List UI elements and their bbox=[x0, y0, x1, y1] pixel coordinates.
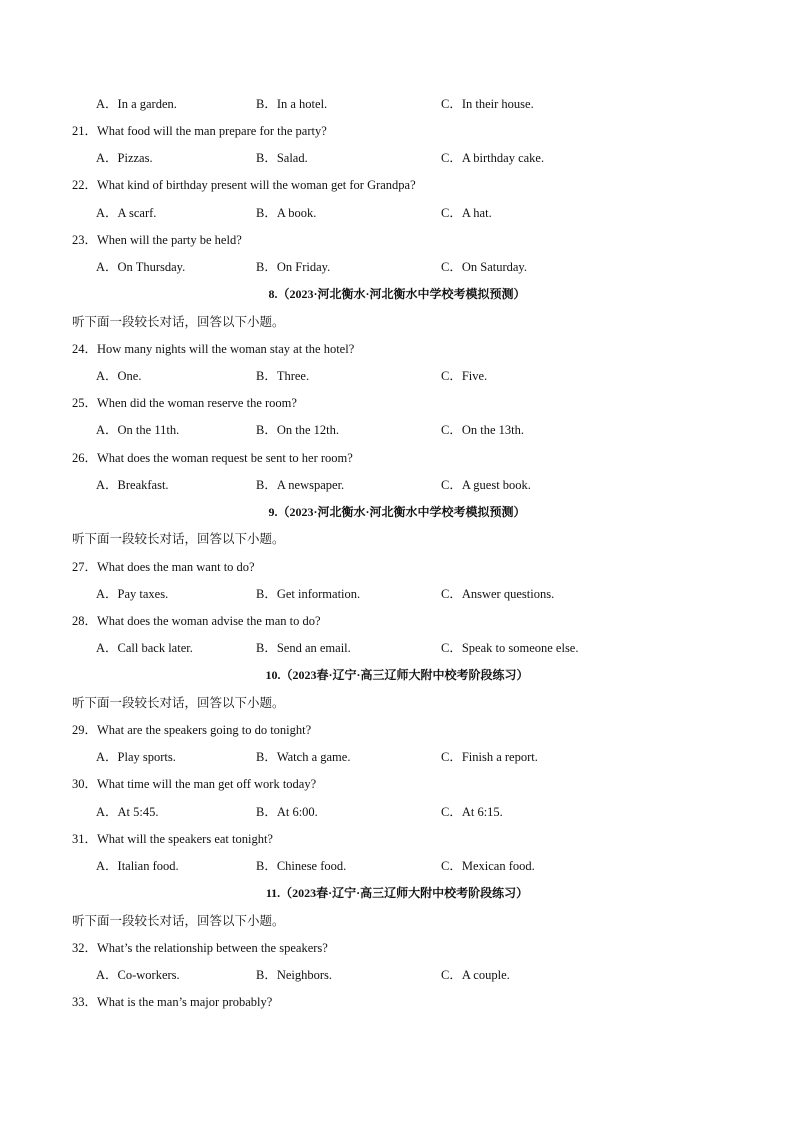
question-31: 31．What will the speakers eat tonight? bbox=[72, 832, 273, 846]
question-23: 23．When will the party be held? bbox=[72, 233, 242, 247]
option-c: C．On Saturday. bbox=[441, 260, 527, 274]
section-heading-9: 9.（2023·河北衡水·河北衡水中学校考模拟预测） bbox=[268, 505, 526, 519]
option-b: B．Chinese food. bbox=[256, 859, 347, 873]
option-c: C．At 6:15. bbox=[441, 805, 503, 819]
option-a: A．On Thursday. bbox=[96, 260, 186, 274]
options-row bbox=[0, 95, 794, 113]
option-c: C．A couple. bbox=[441, 968, 510, 982]
options-row bbox=[0, 367, 794, 385]
question-24: 24．How many nights will the woman stay at the hotel? bbox=[72, 342, 355, 356]
option-b: B．On the 12th. bbox=[256, 423, 339, 437]
options-row bbox=[0, 476, 794, 494]
option-a: A．One. bbox=[96, 369, 142, 383]
section-intro: 听下面一段较长对话，回答以下小题。 bbox=[72, 914, 285, 928]
option-b: B．On Friday. bbox=[256, 260, 331, 274]
options-row bbox=[0, 149, 794, 167]
section-intro: 听下面一段较长对话，回答以下小题。 bbox=[72, 315, 285, 329]
section-intro: 听下面一段较长对话，回答以下小题。 bbox=[72, 696, 285, 710]
option-c: C．Five. bbox=[441, 369, 488, 383]
option-a: A．In a garden. bbox=[96, 97, 177, 111]
option-c: C．A hat. bbox=[441, 206, 492, 220]
option-a: A．Call back later. bbox=[96, 641, 193, 655]
option-b: B．Salad. bbox=[256, 151, 308, 165]
option-a: A．A scarf. bbox=[96, 206, 157, 220]
question-21: 21．What food will the man prepare for the party? bbox=[72, 124, 327, 138]
option-b: B．In a hotel. bbox=[256, 97, 328, 111]
option-a: A．Breakfast. bbox=[96, 478, 169, 492]
question-30: 30．What time will the man get off work today? bbox=[72, 777, 317, 791]
section-intro: 听下面一段较长对话，回答以下小题。 bbox=[72, 532, 285, 546]
option-b: B．A book. bbox=[256, 206, 317, 220]
options-row bbox=[0, 585, 794, 603]
option-b: B．Neighbors. bbox=[256, 968, 333, 982]
option-a: A．Pizzas. bbox=[96, 151, 153, 165]
option-a: A．Pay taxes. bbox=[96, 587, 169, 601]
options-row bbox=[0, 258, 794, 276]
options-row bbox=[0, 204, 794, 222]
question-22: 22．What kind of birthday present will the woman get for Grandpa? bbox=[72, 178, 416, 192]
question-25: 25．When did the woman reserve the room? bbox=[72, 396, 297, 410]
option-b: B．A newspaper. bbox=[256, 478, 345, 492]
option-a: A．On the 11th. bbox=[96, 423, 180, 437]
question-33: 33．What is the man’s major probably? bbox=[72, 995, 273, 1009]
question-28: 28．What does the woman advise the man to do? bbox=[72, 614, 321, 628]
option-c: C．On the 13th. bbox=[441, 423, 524, 437]
section-heading-8: 8.（2023·河北衡水·河北衡水中学校考模拟预测） bbox=[268, 287, 526, 301]
option-c: C．Speak to someone else. bbox=[441, 641, 579, 655]
options-row bbox=[0, 966, 794, 984]
options-row bbox=[0, 857, 794, 875]
option-c: C．Finish a report. bbox=[441, 750, 538, 764]
option-b: B．Watch a game. bbox=[256, 750, 351, 764]
option-c: C．Answer questions. bbox=[441, 587, 555, 601]
option-a: A．Italian food. bbox=[96, 859, 179, 873]
options-row bbox=[0, 639, 794, 657]
options-row bbox=[0, 421, 794, 439]
options-row bbox=[0, 803, 794, 821]
option-c: C．A birthday cake. bbox=[441, 151, 545, 165]
question-29: 29．What are the speakers going to do tonight? bbox=[72, 723, 312, 737]
option-a: A．Co-workers. bbox=[96, 968, 180, 982]
question-27: 27．What does the man want to do? bbox=[72, 560, 255, 574]
option-a: A．Play sports. bbox=[96, 750, 176, 764]
section-heading-11: 11.（2023春·辽宁·高三辽师大附中校考阶段练习） bbox=[265, 886, 529, 900]
options-row bbox=[0, 748, 794, 766]
option-c: C．Mexican food. bbox=[441, 859, 535, 873]
option-b: B．Get information. bbox=[256, 587, 361, 601]
option-c: C．In their house. bbox=[441, 97, 534, 111]
section-heading-10: 10.（2023春·辽宁·高三辽师大附中校考阶段练习） bbox=[265, 668, 529, 682]
option-c: C．A guest book. bbox=[441, 478, 531, 492]
option-b: B．At 6:00. bbox=[256, 805, 318, 819]
question-26: 26．What does the woman request be sent to her room? bbox=[72, 451, 353, 465]
question-32: 32．What’s the relationship between the speakers? bbox=[72, 941, 328, 955]
option-b: B．Three. bbox=[256, 369, 310, 383]
option-b: B．Send an email. bbox=[256, 641, 351, 655]
option-a: A．At 5:45. bbox=[96, 805, 159, 819]
